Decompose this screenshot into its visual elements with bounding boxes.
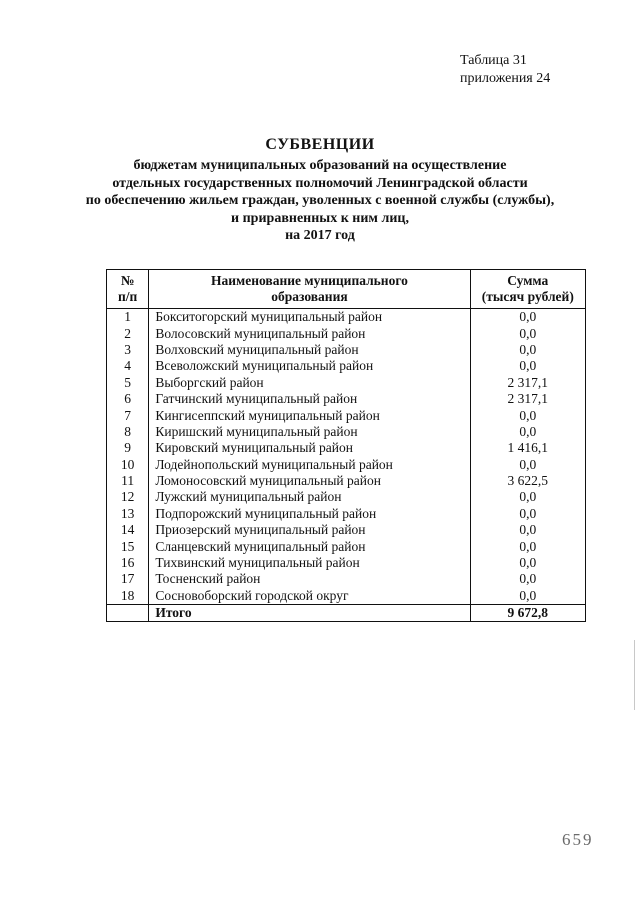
subtitle-line-2: отдельных государственных полномочий Ленинградской области [112,175,528,191]
row-municipality: Кировский муниципальный район [149,440,470,456]
table-header-row [107,270,586,309]
row-number: 17 [107,571,149,587]
table-row [107,358,586,374]
row-sum: 0,0 [470,309,585,326]
row-sum: 3 622,5 [470,473,585,489]
subtitle-line-1: бюджетам муниципальных образований на осуществление [133,158,507,173]
subtitle-line-4: и приравненных к ним лиц, [231,210,409,226]
row-sum: 0,0 [470,358,585,374]
table-row [107,440,586,456]
table-row [107,588,586,605]
table-row [107,489,586,505]
row-municipality: Волховский муниципальный район [149,342,470,358]
row-number: 6 [107,391,149,407]
row-sum: 0,0 [470,457,585,473]
row-number: 4 [107,358,149,374]
page-number: 659 [562,830,594,849]
subtitle-year: на 2017 год [285,228,355,243]
reference-line-table: Таблица 31 [460,53,527,68]
row-number: 1 [107,309,149,326]
header-sum-line1: Сумма [507,273,549,288]
table-row [107,506,586,522]
row-sum: 2 317,1 [470,391,585,407]
total-label: Итого [149,605,470,622]
table-row [107,342,586,358]
row-number: 15 [107,538,149,554]
row-number: 11 [107,473,149,489]
row-number: 16 [107,555,149,571]
row-sum: 0,0 [470,538,585,554]
table-row [107,309,586,326]
row-number: 18 [107,588,149,605]
header-sum [470,270,585,309]
page-title: СУБВЕНЦИИ [265,136,375,153]
row-number: 8 [107,424,149,440]
row-municipality: Киришский муниципальный район [149,424,470,440]
row-sum: 0,0 [470,588,585,605]
row-number: 3 [107,342,149,358]
row-municipality: Ломоносовский муниципальный район [149,473,470,489]
header-name-line1: Наименование муниципального [211,273,408,288]
row-municipality: Лужский муниципальный район [149,489,470,505]
header-name [149,270,470,309]
row-sum: 0,0 [470,407,585,423]
row-number: 10 [107,457,149,473]
row-sum: 0,0 [470,489,585,505]
row-municipality: Бокситогорский муниципальный район [149,309,470,326]
row-sum: 0,0 [470,571,585,587]
header-number-line2: п/п [118,289,138,304]
row-sum: 0,0 [470,325,585,341]
row-number: 9 [107,440,149,456]
table-row [107,555,586,571]
row-municipality: Волосовский муниципальный район [149,325,470,341]
row-municipality: Кингисеппский муниципальный район [149,407,470,423]
table-row [107,325,586,341]
subventions-table [106,269,586,622]
row-number: 12 [107,489,149,505]
row-number: 14 [107,522,149,538]
table-row [107,424,586,440]
table-row [107,522,586,538]
table-reference [460,52,550,88]
table-row [107,391,586,407]
row-municipality: Гатчинский муниципальный район [149,391,470,407]
table-row [107,473,586,489]
row-municipality: Подпорожский муниципальный район [149,506,470,522]
table-row [107,538,586,554]
header-name-line2: образования [271,289,348,304]
header-number [107,270,149,309]
total-sum: 9 672,8 [470,605,585,622]
row-municipality: Приозерский муниципальный район [149,522,470,538]
row-municipality: Всеволожский муниципальный район [149,358,470,374]
row-municipality: Сосновоборский городской округ [149,588,470,605]
row-municipality: Тихвинский муниципальный район [149,555,470,571]
total-row [107,605,586,622]
table-row [107,375,586,391]
row-sum: 0,0 [470,506,585,522]
row-number: 7 [107,407,149,423]
table-row [107,407,586,423]
row-sum: 0,0 [470,555,585,571]
row-sum: 0,0 [470,342,585,358]
row-municipality: Сланцевский муниципальный район [149,538,470,554]
row-municipality: Тосненский район [149,571,470,587]
row-sum: 2 317,1 [470,375,585,391]
row-number: 2 [107,325,149,341]
table-row [107,571,586,587]
header-number-line1: № [120,273,135,288]
row-number: 13 [107,506,149,522]
row-sum: 0,0 [470,522,585,538]
row-municipality: Лодейнопольский муниципальный район [149,457,470,473]
reference-line-appendix: приложения 24 [460,71,551,86]
table-row [107,457,586,473]
row-municipality: Выборгский район [149,375,470,391]
row-sum: 0,0 [470,424,585,440]
total-number-cell [107,605,149,622]
document-heading [40,135,600,245]
header-sum-line2: (тысяч рублей) [481,289,574,304]
row-number: 5 [107,375,149,391]
scan-edge-mark [634,640,635,710]
row-sum: 1 416,1 [470,440,585,456]
subtitle-line-3: по обеспечению жильем граждан, уволенных с военной службы (службы), [85,193,555,208]
